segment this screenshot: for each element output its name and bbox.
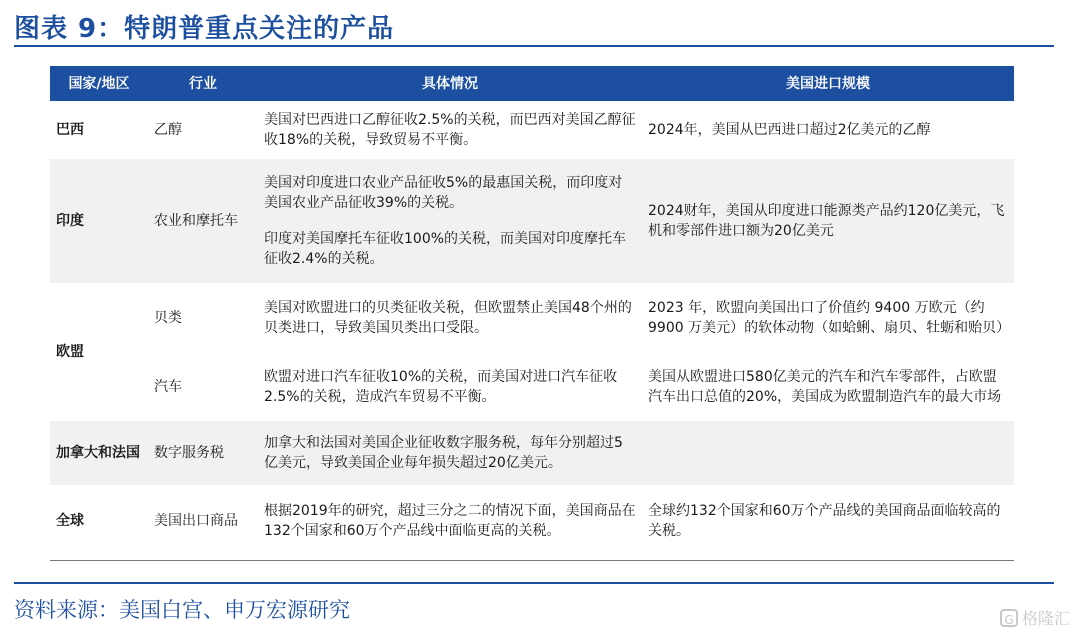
table-row-global [50, 485, 1014, 557]
table-bottom-border [50, 560, 1014, 561]
tariff-table [50, 66, 1014, 557]
details-text: 根据2019年的研究，超过三分之二的情况下面，美国商品在132个国家和60万个产品线中面临更高的关税。 [264, 503, 636, 539]
industry-cell: 乙醇 [154, 122, 182, 138]
header-import-scale: 美国进口规模 [642, 66, 1014, 101]
table-row-india [50, 159, 1014, 283]
table-row-eu-autos [50, 353, 1014, 421]
header-industry: 行业 [148, 66, 258, 101]
scale-cell: 全球约132个国家和60万个产品线的美国商品面临较高的关税。 [648, 503, 1001, 539]
industry-cell: 美国出口商品 [154, 513, 238, 529]
details-text: 印度对美国摩托车征收100%的关税，而美国对印度摩托车征收2.4%的关税。 [264, 231, 627, 267]
country-cell: 巴西 [56, 122, 84, 138]
details-text: 欧盟对进口汽车征收10%的关税，而美国对进口汽车征收2.5%的关税，造成汽车贸易不平衡。 [264, 369, 618, 405]
details-text: 加拿大和法国对美国企业征收数字服务税，每年分别超过5亿美元，导致美国企业每年损失超过20亿美元。 [264, 435, 623, 471]
watermark-text: 格隆汇 [1021, 609, 1070, 628]
industry-cell: 数字服务税 [148, 421, 258, 485]
table-row-eu-shellfish [50, 283, 1014, 353]
industry-cell: 汽车 [154, 379, 182, 395]
details-cell [258, 421, 642, 485]
details-cell [258, 101, 642, 159]
scale-cell: 2024财年，美国从印度进口能源类产品约120亿美元，飞机和零部件进口额为20亿美元 [642, 159, 1014, 283]
scale-cell [642, 421, 1014, 485]
country-cell: 加拿大和法国 [50, 421, 148, 485]
industry-cell: 农业和摩托车 [148, 159, 258, 283]
country-cell: 印度 [50, 159, 148, 283]
details-text: 美国对巴西进口乙醇征收2.5%的关税，而巴西对美国乙醇征收18%的关税，导致贸易不平衡。 [264, 112, 636, 148]
table-header-row [50, 66, 1014, 101]
details-text: 美国对欧盟进口的贝类征收关税，但欧盟禁止美国48个州的贝类进口，导致美国贝类出口受限。 [264, 300, 632, 336]
title-divider [14, 45, 1054, 47]
header-country: 国家/地区 [50, 66, 148, 101]
footer-divider [14, 582, 1054, 584]
details-text: 美国对印度进口农业产品征收5%的最惠国关税，而印度对美国农业产品征收39%的关税。 [264, 175, 623, 211]
figure-title: 图表 9：特朗普重点关注的产品 [14, 14, 395, 44]
watermark [1000, 606, 1070, 629]
scale-cell: 2024年，美国从巴西进口超过2亿美元的乙醇 [648, 122, 931, 138]
table-row-brazil [50, 101, 1014, 159]
country-cell: 欧盟 [56, 344, 84, 360]
scale-cell: 2023 年，欧盟向美国出口了价值约 9400 万欧元（约 9900 万美元）的软体动物（如蛤蜊、扇贝、牡蛎和贻贝） [648, 300, 1011, 336]
industry-cell: 贝类 [154, 310, 182, 326]
country-cell: 全球 [56, 513, 84, 529]
details-cell [258, 159, 642, 283]
source-note: 资料来源：美国白宫、申万宏源研究 [14, 598, 350, 622]
details-cell [258, 485, 642, 557]
details-cell [258, 353, 642, 421]
gelonghui-logo-icon: G [1000, 609, 1018, 627]
scale-cell: 美国从欧盟进口580亿美元的汽车和汽车零部件，占欧盟汽车出口总值的20%，美国成为欧盟制造汽车的最大市场 [648, 369, 1002, 405]
details-cell [258, 283, 642, 353]
header-details: 具体情况 [258, 66, 642, 101]
table-row-canada-france [50, 421, 1014, 485]
